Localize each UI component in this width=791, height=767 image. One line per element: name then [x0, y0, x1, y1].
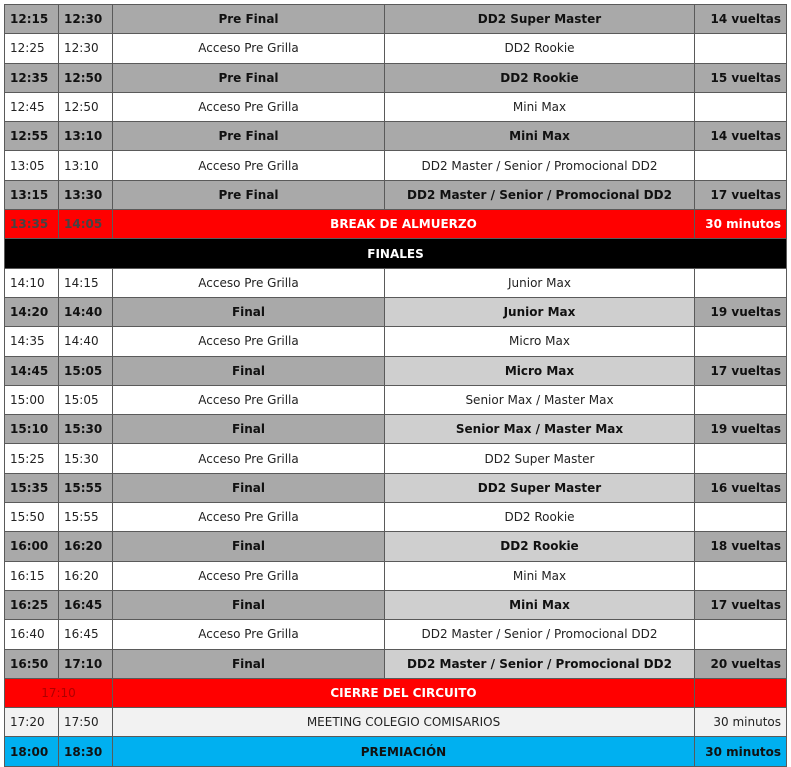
meeting-label: MEETING COLEGIO COMISARIOS	[113, 708, 695, 737]
end-time: 16:45	[59, 620, 113, 649]
laps-count: 17 vueltas	[695, 590, 787, 619]
start-time: 14:45	[5, 356, 59, 385]
meeting-duration: 30 minutos	[695, 708, 787, 737]
start-time: 14:35	[5, 327, 59, 356]
category-name: Micro Max	[385, 356, 695, 385]
end-time: 15:55	[59, 473, 113, 502]
category-name: DD2 Rookie	[385, 34, 695, 63]
category-name: DD2 Master / Senior / Promocional DD2	[385, 180, 695, 209]
start-time: 12:45	[5, 92, 59, 121]
start-time: 12:35	[5, 63, 59, 92]
category-name: DD2 Super Master	[385, 473, 695, 502]
session-name: Acceso Pre Grilla	[113, 151, 385, 180]
race-row	[5, 122, 787, 151]
pregrid-access-row	[5, 151, 787, 180]
start-time: 15:10	[5, 415, 59, 444]
end-time: 12:30	[59, 5, 113, 34]
laps-count: 17 vueltas	[695, 356, 787, 385]
race-row	[5, 649, 787, 678]
laps-count: 15 vueltas	[695, 63, 787, 92]
pregrid-access-row	[5, 92, 787, 121]
category-name: DD2 Master / Senior / Promocional DD2	[385, 649, 695, 678]
session-name: Acceso Pre Grilla	[113, 620, 385, 649]
laps-count	[695, 268, 787, 297]
break-duration: 30 minutos	[695, 210, 787, 239]
start-time: 16:50	[5, 649, 59, 678]
end-time: 14:40	[59, 327, 113, 356]
category-name: DD2 Rookie	[385, 63, 695, 92]
category-name: DD2 Master / Senior / Promocional DD2	[385, 151, 695, 180]
empty-cell	[695, 678, 787, 707]
session-name: Acceso Pre Grilla	[113, 561, 385, 590]
session-name: Final	[113, 473, 385, 502]
session-name: Acceso Pre Grilla	[113, 503, 385, 532]
laps-count	[695, 385, 787, 414]
category-name: DD2 Rookie	[385, 503, 695, 532]
category-name: Senior Max / Master Max	[385, 415, 695, 444]
laps-count: 18 vueltas	[695, 532, 787, 561]
end-time: 17:10	[59, 649, 113, 678]
session-name: Pre Final	[113, 180, 385, 209]
laps-count: 17 vueltas	[695, 180, 787, 209]
end-time: 14:40	[59, 297, 113, 326]
pregrid-access-row	[5, 503, 787, 532]
laps-count	[695, 444, 787, 473]
category-name: DD2 Super Master	[385, 5, 695, 34]
closing-label: CIERRE DEL CIRCUITO	[113, 678, 695, 707]
laps-count: 16 vueltas	[695, 473, 787, 502]
end-time: 13:10	[59, 151, 113, 180]
laps-count	[695, 620, 787, 649]
start-time: 13:05	[5, 151, 59, 180]
section-title: FINALES	[5, 239, 787, 268]
race-row	[5, 356, 787, 385]
race-row	[5, 63, 787, 92]
end-time: 12:50	[59, 63, 113, 92]
session-name: Final	[113, 297, 385, 326]
session-name: Final	[113, 532, 385, 561]
award-duration: 30 minutos	[695, 737, 787, 766]
section-header-row	[5, 239, 787, 268]
start-time: 17:20	[5, 708, 59, 737]
end-time: 16:20	[59, 532, 113, 561]
laps-count: 19 vueltas	[695, 415, 787, 444]
session-name: Acceso Pre Grilla	[113, 34, 385, 63]
end-time: 14:15	[59, 268, 113, 297]
end-time: 16:20	[59, 561, 113, 590]
race-row	[5, 297, 787, 326]
race-row	[5, 180, 787, 209]
session-name: Final	[113, 590, 385, 619]
race-row	[5, 473, 787, 502]
start-time: 16:15	[5, 561, 59, 590]
break-label: BREAK DE ALMUERZO	[113, 210, 695, 239]
start-time: 16:00	[5, 532, 59, 561]
end-time: 18:30	[59, 737, 113, 766]
laps-count	[695, 503, 787, 532]
pregrid-access-row	[5, 444, 787, 473]
laps-count: 19 vueltas	[695, 297, 787, 326]
category-name: Mini Max	[385, 590, 695, 619]
category-name: Micro Max	[385, 327, 695, 356]
stewards-meeting-row	[5, 708, 787, 737]
category-name: Junior Max	[385, 268, 695, 297]
start-time: 13:35	[5, 210, 59, 239]
end-time: 17:50	[59, 708, 113, 737]
race-row	[5, 5, 787, 34]
start-time: 12:15	[5, 5, 59, 34]
session-name: Final	[113, 356, 385, 385]
category-name: Mini Max	[385, 561, 695, 590]
session-name: Final	[113, 649, 385, 678]
category-name: Junior Max	[385, 297, 695, 326]
laps-count	[695, 327, 787, 356]
session-name: Acceso Pre Grilla	[113, 92, 385, 121]
start-time: 15:25	[5, 444, 59, 473]
schedule-body	[5, 5, 787, 767]
end-time: 14:05	[59, 210, 113, 239]
session-name: Pre Final	[113, 122, 385, 151]
lunch-break-row	[5, 210, 787, 239]
race-row	[5, 590, 787, 619]
laps-count	[695, 151, 787, 180]
category-name: Mini Max	[385, 122, 695, 151]
session-name: Acceso Pre Grilla	[113, 268, 385, 297]
start-time: 16:40	[5, 620, 59, 649]
end-time: 13:30	[59, 180, 113, 209]
category-name: DD2 Master / Senior / Promocional DD2	[385, 620, 695, 649]
start-time: 14:10	[5, 268, 59, 297]
session-name: Acceso Pre Grilla	[113, 444, 385, 473]
end-time: 13:10	[59, 122, 113, 151]
start-time: 12:25	[5, 34, 59, 63]
circuit-closing-row	[5, 678, 787, 707]
session-name: Pre Final	[113, 5, 385, 34]
start-time: 15:50	[5, 503, 59, 532]
race-row	[5, 532, 787, 561]
end-time: 15:30	[59, 444, 113, 473]
category-name: Mini Max	[385, 92, 695, 121]
session-name: Final	[113, 415, 385, 444]
laps-count	[695, 34, 787, 63]
category-name: DD2 Rookie	[385, 532, 695, 561]
end-time: 12:30	[59, 34, 113, 63]
end-time: 12:50	[59, 92, 113, 121]
start-time: 14:20	[5, 297, 59, 326]
start-time: 18:00	[5, 737, 59, 766]
end-time: 15:30	[59, 415, 113, 444]
laps-count: 20 vueltas	[695, 649, 787, 678]
end-time: 15:05	[59, 385, 113, 414]
start-time: 13:15	[5, 180, 59, 209]
laps-count	[695, 561, 787, 590]
pregrid-access-row	[5, 268, 787, 297]
laps-count	[695, 92, 787, 121]
session-name: Acceso Pre Grilla	[113, 385, 385, 414]
pregrid-access-row	[5, 34, 787, 63]
laps-count: 14 vueltas	[695, 5, 787, 34]
closing-time: 17:10	[5, 678, 113, 707]
session-name: Acceso Pre Grilla	[113, 327, 385, 356]
pregrid-access-row	[5, 620, 787, 649]
category-name: DD2 Super Master	[385, 444, 695, 473]
schedule-table	[4, 4, 787, 767]
end-time: 16:45	[59, 590, 113, 619]
session-name: Pre Final	[113, 63, 385, 92]
start-time: 15:00	[5, 385, 59, 414]
end-time: 15:05	[59, 356, 113, 385]
end-time: 15:55	[59, 503, 113, 532]
category-name: Senior Max / Master Max	[385, 385, 695, 414]
start-time: 15:35	[5, 473, 59, 502]
start-time: 16:25	[5, 590, 59, 619]
race-row	[5, 415, 787, 444]
laps-count: 14 vueltas	[695, 122, 787, 151]
pregrid-access-row	[5, 561, 787, 590]
award-label: PREMIACIÓN	[113, 737, 695, 766]
pregrid-access-row	[5, 327, 787, 356]
start-time: 12:55	[5, 122, 59, 151]
pregrid-access-row	[5, 385, 787, 414]
